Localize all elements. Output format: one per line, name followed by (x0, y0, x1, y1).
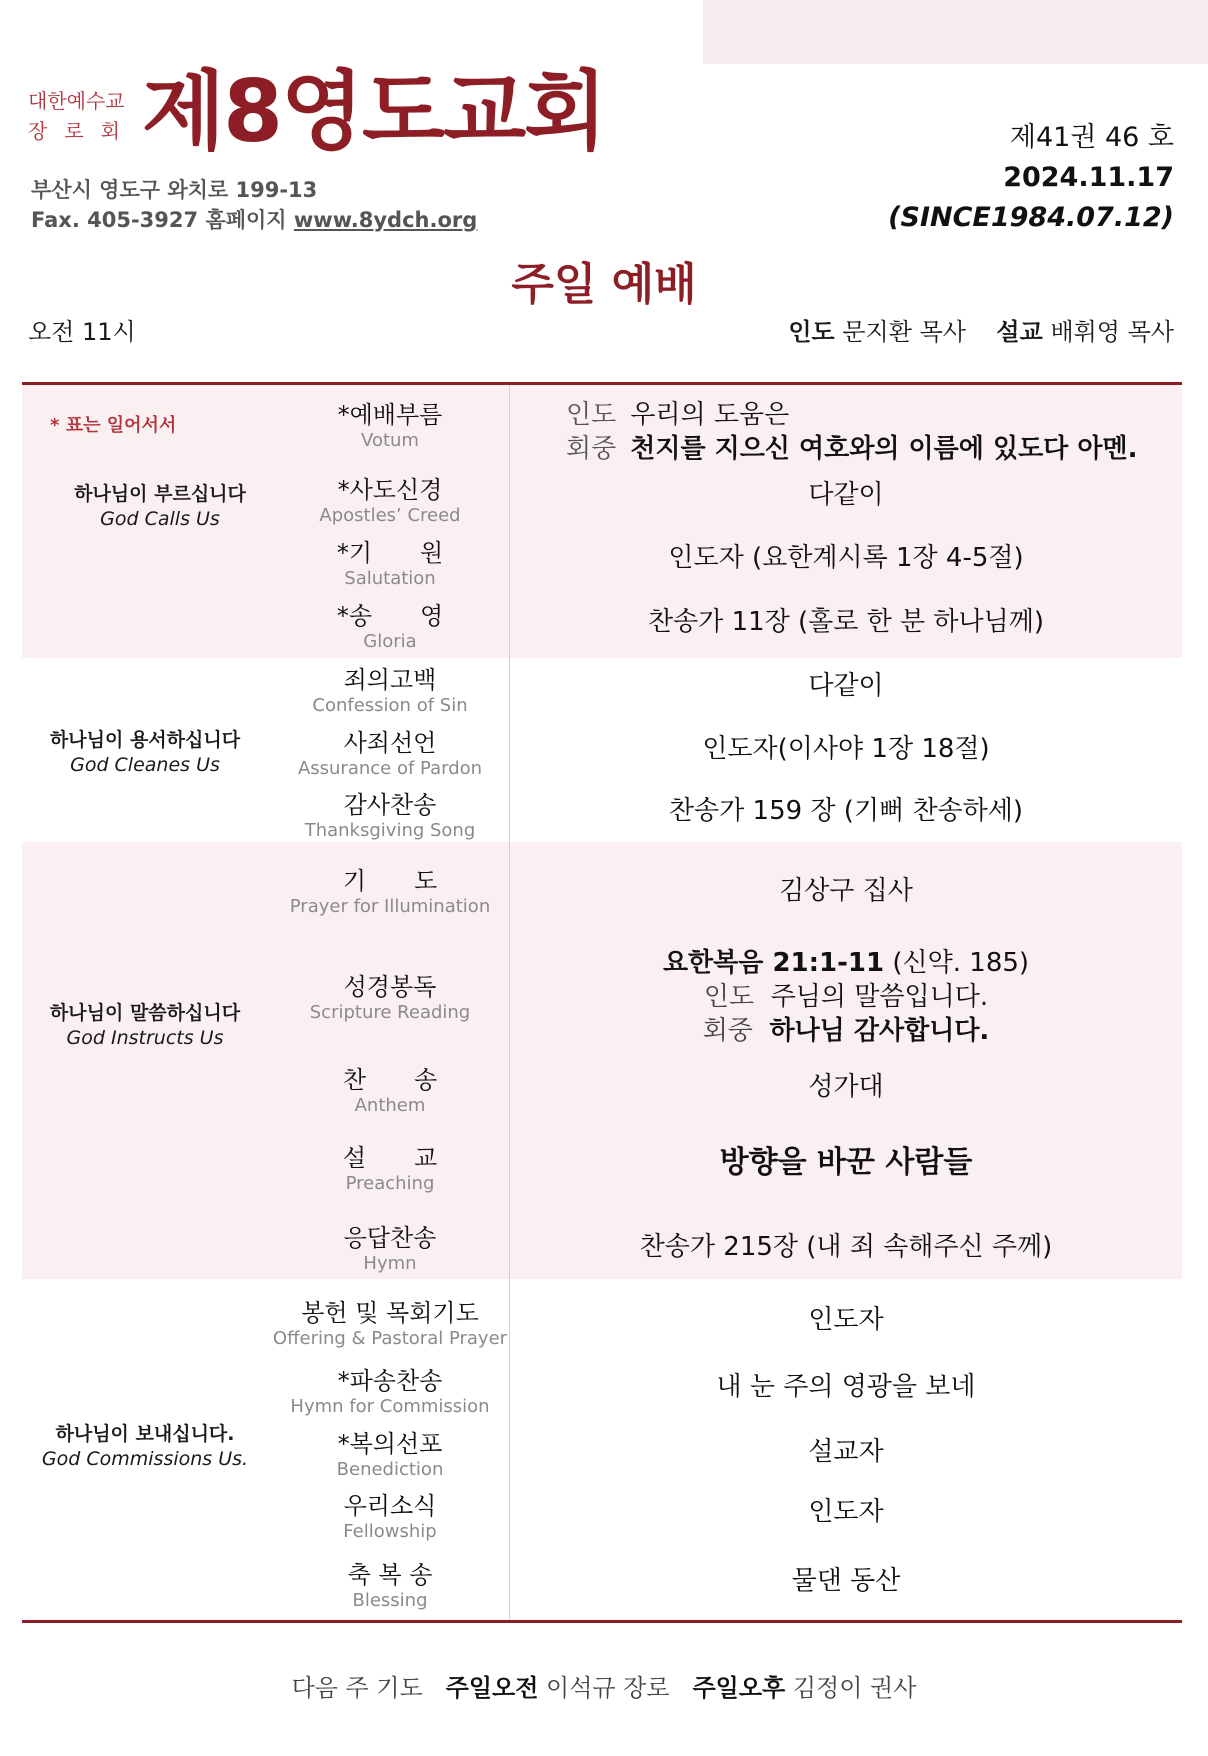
denomination-line1: 대한예수교 (28, 89, 125, 113)
scripture-leader-label: 인도 (703, 982, 755, 1012)
item-thanksgiving (270, 790, 510, 842)
votum-leader-line (566, 398, 789, 432)
value-gloria: 찬송가 11장 (홀로 한 분 하나님께) (647, 607, 1045, 637)
homepage-link[interactable]: www.8ydch.org (293, 208, 478, 232)
section-commissions (15, 1421, 275, 1471)
item-en: Gloria (363, 631, 417, 652)
item-preaching (270, 1143, 510, 1195)
denomination-line2: 장로회 (28, 119, 137, 143)
volume: 제41권 46 호 (1009, 122, 1174, 153)
scripture-leader-line (510, 980, 1182, 1014)
item-en: Hymn for Commission (290, 1396, 490, 1417)
standing-note: * 표는 일어서서 (50, 415, 177, 436)
contact-info (31, 175, 477, 235)
service-time: 오전 11시 (28, 318, 136, 346)
item-en: Votum (361, 430, 419, 451)
item-ko: 찬 송 (342, 1066, 438, 1094)
item-creed (270, 475, 510, 527)
item-ko: *기 원 (336, 539, 444, 567)
item-pardon (270, 728, 510, 780)
item-en: Preaching (345, 1173, 435, 1194)
value-hymn: 찬송가 215장 (내 죄 속해주신 주께) (639, 1232, 1053, 1262)
am-label: 주일오전 (445, 1674, 539, 1702)
section-en: God Cleanes Us (70, 754, 220, 776)
item-ko: 감사찬송 (343, 791, 437, 819)
item-en: Benediction (336, 1459, 444, 1480)
item-ko: 사죄선언 (343, 729, 437, 757)
scripture-page: (신약. 185) (892, 948, 1030, 978)
section-calls (30, 481, 290, 531)
votum-congregation-text: 천지를 지으신 여호와의 이름에 있도다 아멘. (630, 434, 1138, 464)
preacher-name: 배휘영 목사 (1050, 318, 1174, 346)
scripture-congregation-label: 회중 (702, 1016, 753, 1046)
item-benediction (270, 1429, 510, 1481)
item-fellowship (270, 1491, 510, 1543)
scripture-leader-text: 주님의 말씀입니다. (770, 982, 989, 1012)
value-blessing: 물댄 동산 (791, 1566, 901, 1596)
scripture-congregation-line (510, 1014, 1182, 1048)
value-commission-hymn: 내 눈 주의 영광을 보네 (716, 1372, 976, 1402)
item-ko: *예배부름 (337, 401, 443, 429)
value-fellowship: 인도자 (808, 1497, 884, 1527)
item-ko: 설 교 (342, 1144, 438, 1172)
item-en: Offering & Pastoral Prayer (272, 1328, 508, 1349)
value-anthem: 성가대 (808, 1072, 884, 1102)
value-creed: 다같이 (808, 480, 884, 510)
leader-label: 인도 (788, 318, 835, 346)
item-en: Scripture Reading (309, 1002, 471, 1023)
value-confession: 다같이 (808, 671, 884, 701)
section-ko: 하나님이 보내십니다. (55, 1423, 235, 1445)
am-name: 이석규 장로 (546, 1674, 670, 1702)
item-blessing (270, 1560, 510, 1612)
section-cleanses (15, 727, 275, 777)
value-prayer: 김상구 집사 (779, 876, 913, 906)
preacher-label: 설교 (996, 318, 1043, 346)
votum-congregation-label: 회중 (566, 434, 617, 464)
section-ko: 하나님이 용서하십니다 (49, 729, 241, 751)
leader-name: 문지환 목사 (842, 318, 966, 346)
pm-name: 김정이 권사 (792, 1674, 917, 1702)
section-en: God Commissions Us. (41, 1448, 249, 1470)
item-en: Thanksgiving Song (304, 820, 476, 841)
item-hymn (270, 1223, 510, 1275)
item-en: Blessing (352, 1590, 428, 1611)
item-ko: 성경봉독 (343, 973, 437, 1001)
item-anthem (270, 1065, 510, 1117)
fax: Fax. 405-3927 (31, 208, 199, 232)
item-confession (270, 665, 510, 717)
section-ko: 하나님이 부르십니다 (74, 483, 246, 505)
scripture-reference: 요한복음 21:1-11 (662, 948, 885, 978)
value-pardon: 인도자(이사야 1장 18절) (702, 734, 990, 764)
item-en: Fellowship (343, 1521, 437, 1542)
value-offering: 인도자 (808, 1305, 884, 1335)
section-en: God Calls Us (100, 508, 220, 530)
item-ko: 봉헌 및 목회기도 (301, 1299, 479, 1327)
item-en: Hymn (363, 1253, 417, 1274)
votum-leader-text: 우리의 도움은 (630, 400, 790, 430)
item-en: Salutation (344, 568, 436, 589)
address: 부산시 영도구 와치로 199-13 (31, 178, 318, 202)
item-ko: 우리소식 (343, 1492, 437, 1520)
section-instructs (15, 1000, 275, 1050)
item-en: Assurance of Pardon (297, 758, 483, 779)
issue-date: 2024.11.17 (1003, 162, 1174, 193)
next-week-prayer (0, 1668, 1208, 1703)
item-salutation (270, 538, 510, 590)
item-ko: 기 도 (342, 867, 438, 895)
votum-congregation-line (566, 432, 1137, 466)
since-date: (SINCE1984.07.12) (888, 202, 1174, 233)
section-ko: 하나님이 말씀하십니다 (49, 1002, 241, 1024)
issue-info (888, 118, 1174, 238)
value-salutation: 인도자 (요한계시록 1장 4-5절) (668, 543, 1024, 573)
scripture-reference-line (510, 946, 1182, 980)
section-en: God Instructs Us (66, 1027, 224, 1049)
next-week-label: 다음 주 기도 (291, 1674, 423, 1702)
item-ko: 축 복 송 (347, 1561, 433, 1589)
item-commission-hymn (270, 1366, 510, 1418)
sermon-title: 방향을 바꾼 사람들 (719, 1145, 973, 1180)
item-ko: *복의선포 (337, 1430, 443, 1458)
item-ko: 응답찬송 (343, 1224, 437, 1252)
item-ko: *사도신경 (337, 476, 443, 504)
scripture-congregation-text: 하나님 감사합니다. (769, 1016, 990, 1046)
item-scripture (270, 972, 510, 1024)
votum-leader-label: 인도 (566, 400, 617, 430)
item-ko: 죄의고백 (343, 666, 437, 694)
item-en: Prayer for Illumination (289, 896, 491, 917)
item-en: Confession of Sin (312, 695, 468, 716)
item-ko: *송 영 (336, 602, 444, 630)
item-en: Anthem (354, 1095, 426, 1116)
homepage-label: 홈페이지 (205, 208, 287, 232)
header-accent-band (703, 0, 1208, 64)
item-ko: *파송찬송 (337, 1367, 443, 1395)
item-votum (270, 400, 510, 452)
item-offering (270, 1298, 510, 1350)
item-prayer (270, 866, 510, 918)
pm-label: 주일오후 (692, 1674, 786, 1702)
service-title: 주일 예배 (511, 259, 697, 310)
value-thanksgiving: 찬송가 159 장 (기뻐 찬송하세) (668, 796, 1024, 826)
item-en: Apostles’ Creed (319, 505, 461, 526)
church-name: 제8영도교회 (142, 62, 606, 162)
denomination (28, 86, 137, 146)
table-bottom-rule (22, 1620, 1182, 1623)
value-benediction: 설교자 (808, 1437, 884, 1467)
item-gloria (270, 601, 510, 653)
service-leaders (788, 314, 1174, 350)
